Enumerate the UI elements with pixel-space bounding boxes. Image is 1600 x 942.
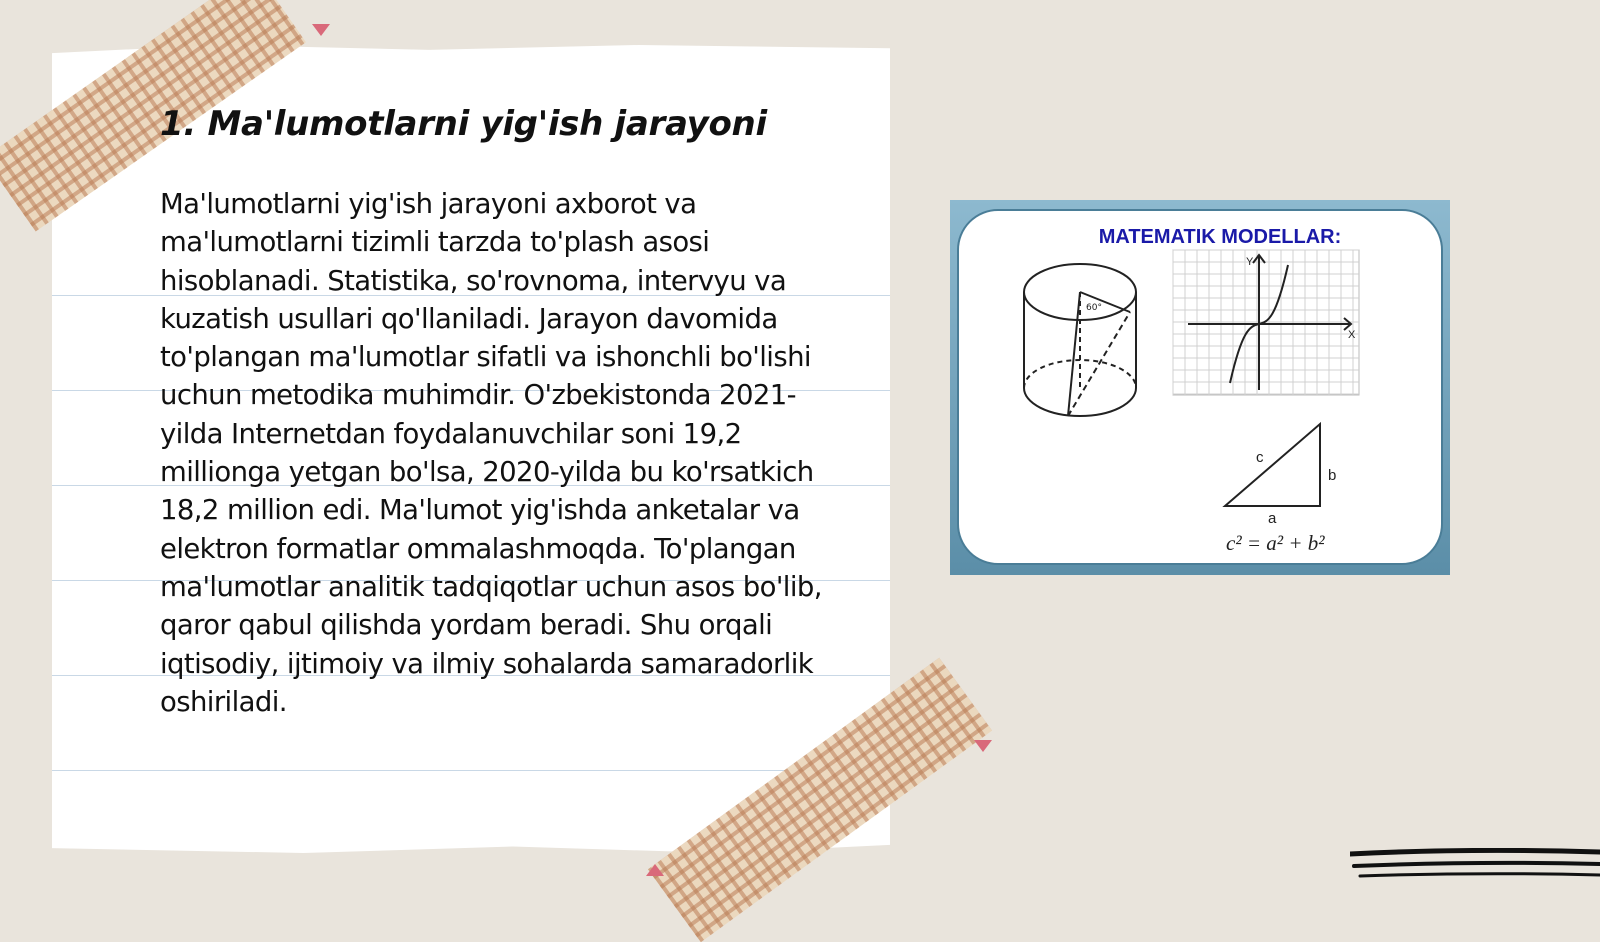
angle-label: 60° (1086, 303, 1102, 313)
axis-y-label: Y (1246, 256, 1254, 268)
pythagorean-formula: c² = a² + b² (1226, 531, 1325, 555)
ruled-line (52, 770, 890, 771)
side-a-label: a (1268, 510, 1277, 527)
slide-body-text: Ma'lumotlarni yig'ish jarayoni axborot va ma'lumotlarni tizimli tarzda to'plash asosi hisoblanadi. Statistika, so'rovnoma, intervyu va kuzatish usullari qo'llaniladi. Jarayon davomida to'plangan ma'lumotlar sifatli va ishonchli bo'lishi uchun metodika muhimdir. O'zbekistonda 2021-yilda Internetdan foydalanuvchilar soni 19,2 millionga yetgan bo'lsa, 2020-yilda bu ko'rsatkich 18,2 million edi. Ma'lumot yig'ishda anketalar va elektron formatlar ommalashmoqda. To'plangan ma'lumotlar analitik tadqiqotlar uchun asos bo'lib, qaror qabul qilishda yordam beradi. Shu orqali iqtisodiy, ijtimoiy va ilmiy sohalarda samaradorlik oshiriladi. (160, 188, 822, 718)
pin-icon (974, 740, 992, 752)
pin-icon (646, 864, 664, 876)
side-c-label: c (1256, 449, 1264, 466)
slide-title: 1. Ma'lumotlarni yig'ish jarayoni (160, 104, 767, 144)
graph-grid (1173, 250, 1359, 395)
math-models-figure (950, 200, 1450, 575)
axis-x-label: X (1348, 329, 1356, 341)
scribble-lines (1350, 848, 1600, 888)
side-b-label: b (1328, 467, 1337, 484)
figure-heading: MATEMATIK MODELLAR: (1098, 226, 1342, 248)
pin-icon (312, 24, 330, 36)
